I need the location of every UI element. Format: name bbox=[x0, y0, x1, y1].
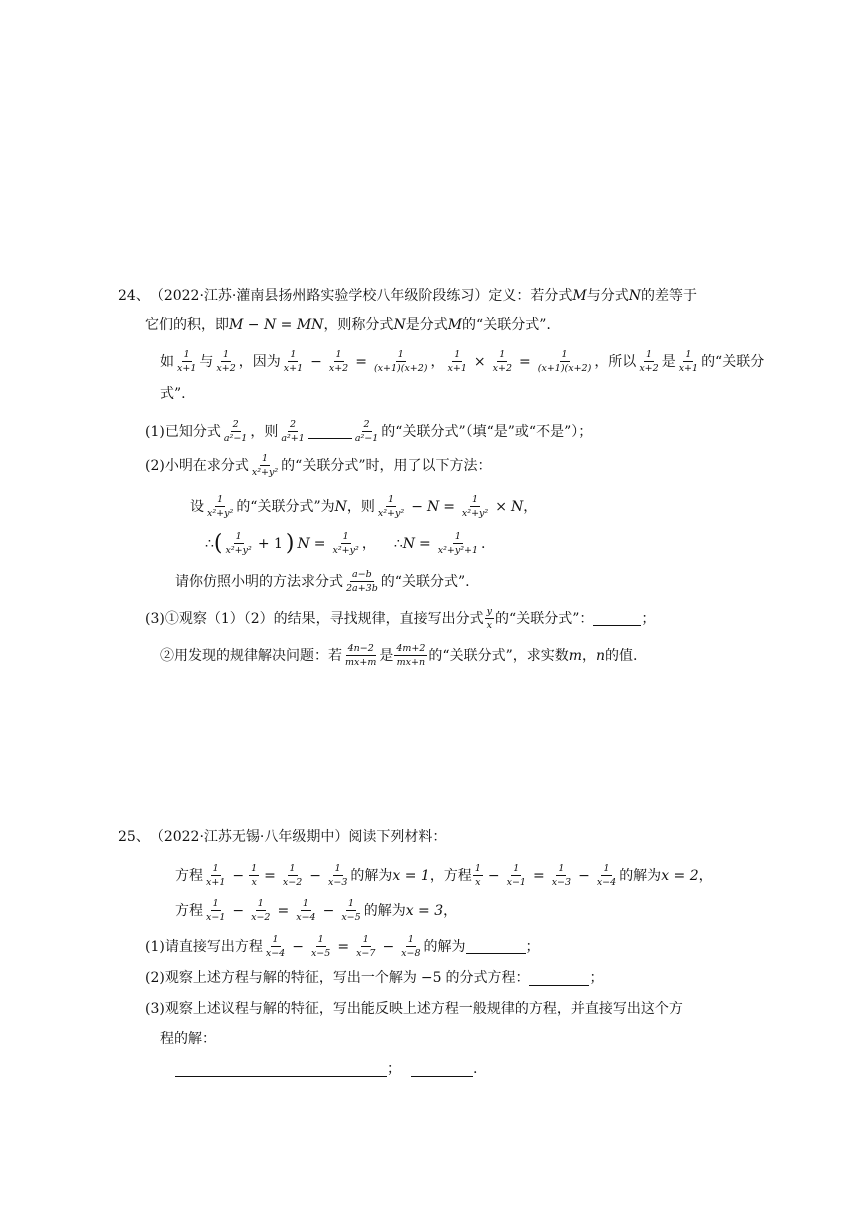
numerator: 1 bbox=[499, 349, 506, 360]
fraction bbox=[214, 349, 237, 374]
q24-text: 是分式 bbox=[405, 317, 448, 333]
numerator: 4m+2 bbox=[396, 643, 426, 654]
numerator: 1 bbox=[217, 494, 224, 505]
var-M: M bbox=[572, 288, 587, 304]
denominator: x+2 bbox=[639, 363, 659, 374]
therefore-symbol: ∴ bbox=[205, 535, 214, 552]
q24-text: 如 bbox=[160, 353, 174, 370]
fraction bbox=[294, 898, 317, 923]
fraction bbox=[264, 934, 287, 959]
q24-part-3a bbox=[145, 606, 655, 631]
therefore-symbol: ∴ bbox=[393, 535, 403, 552]
var-n: n bbox=[596, 647, 606, 664]
denominator: x−5 bbox=[310, 948, 331, 959]
solution-answer-blank[interactable] bbox=[411, 1062, 473, 1077]
solution-value: x = 2 bbox=[661, 867, 699, 884]
q25-text: 的解为 bbox=[363, 902, 406, 919]
fraction bbox=[204, 863, 227, 888]
q24-source: （2022·江苏·灌南县扬州路实验学校八年级阶段练习） bbox=[149, 288, 489, 304]
semicolon: ； bbox=[641, 610, 656, 627]
q24-text: 是 bbox=[661, 353, 676, 370]
q24-def-text-1: 定义：若分式 bbox=[488, 288, 573, 304]
fraction bbox=[205, 494, 235, 519]
denominator: x−4 bbox=[265, 948, 286, 959]
q25-part-3-cont bbox=[160, 1030, 216, 1048]
numerator: 1 bbox=[335, 349, 342, 360]
fraction bbox=[204, 898, 227, 923]
q25-answer-line bbox=[175, 1060, 477, 1078]
fraction bbox=[376, 494, 406, 519]
q24-solution-step-1 bbox=[190, 494, 537, 519]
numerator: 1 bbox=[347, 898, 355, 909]
q24-def-text-2: 与分式 bbox=[586, 288, 629, 304]
right-paren: ) bbox=[285, 530, 295, 556]
equation-answer-blank[interactable] bbox=[175, 1062, 387, 1077]
denominator: mx+n bbox=[396, 657, 426, 668]
q24-text: ，则 bbox=[346, 498, 375, 515]
denominator: (x+1)(x+2) bbox=[537, 363, 592, 374]
denominator: x+1 bbox=[447, 363, 467, 374]
numerator: 1 bbox=[407, 934, 414, 945]
fraction bbox=[327, 349, 350, 374]
equals-sign: = bbox=[277, 902, 290, 919]
q24-text: 的“关联分式”. bbox=[380, 573, 470, 590]
part-label: (2)观察上述方程与解的特征，写出一个解为 bbox=[145, 970, 417, 986]
fraction bbox=[282, 349, 305, 374]
minus-sign: − bbox=[487, 867, 500, 884]
denominator: x−2 bbox=[251, 912, 271, 923]
fraction bbox=[222, 419, 249, 444]
numerator: 1 bbox=[388, 494, 395, 505]
minus-sign: − bbox=[411, 498, 423, 515]
numerator: 1 bbox=[302, 898, 309, 909]
q24-def-text-3: 的差等于 bbox=[640, 288, 697, 304]
q25-text: 的解为 bbox=[619, 867, 662, 884]
q25-part-3 bbox=[145, 1000, 683, 1018]
numerator: 1 bbox=[223, 349, 230, 360]
plus-one: + 1 bbox=[257, 535, 283, 552]
q24-number: 24、 bbox=[118, 288, 150, 304]
q24-text: 式”. bbox=[160, 386, 186, 402]
comma: ， bbox=[361, 535, 376, 552]
numerator: 1 bbox=[257, 898, 264, 909]
q24-example-tail bbox=[160, 385, 186, 403]
equals-sign: = bbox=[532, 867, 545, 884]
numerator: 1 bbox=[212, 898, 219, 909]
q24-part-2 bbox=[145, 453, 491, 478]
denominator: x−1 bbox=[506, 877, 526, 888]
q24-text: 的“关联分式”： bbox=[495, 610, 594, 627]
numerator: 1 bbox=[397, 349, 404, 360]
q24-text: ，因为 bbox=[238, 353, 281, 370]
var-N: N bbox=[402, 535, 415, 552]
q24-text: 与 bbox=[199, 353, 214, 370]
comma: ， bbox=[523, 498, 538, 515]
q24-header-line bbox=[118, 287, 697, 305]
denominator: x−4 bbox=[296, 912, 316, 923]
numerator: 1 bbox=[212, 863, 219, 874]
q25-header-line bbox=[118, 828, 446, 846]
var-N: N bbox=[393, 317, 406, 333]
numerator: 1 bbox=[334, 863, 341, 874]
fraction bbox=[394, 643, 427, 668]
fraction bbox=[399, 934, 422, 959]
var-N: N bbox=[426, 498, 440, 515]
numerator: 1 bbox=[342, 531, 349, 542]
answer-blank[interactable] bbox=[308, 424, 352, 439]
fraction bbox=[436, 531, 480, 556]
numerator: 1 bbox=[603, 863, 610, 874]
fraction bbox=[536, 349, 594, 374]
part-label: (1)请直接写出方程 bbox=[145, 938, 263, 955]
numerator: 2 bbox=[363, 419, 370, 430]
equals-sign: = bbox=[313, 535, 326, 552]
var-N: N bbox=[510, 498, 524, 515]
q24-text: 的值. bbox=[605, 647, 638, 664]
numerator: 1 bbox=[561, 349, 568, 360]
denominator: x+1 bbox=[177, 363, 197, 374]
comma: ， bbox=[429, 867, 444, 884]
equals-sign: = bbox=[337, 938, 350, 955]
fraction bbox=[485, 606, 494, 631]
denominator: (x+1)(x+2) bbox=[373, 363, 428, 374]
solution-value: −5 bbox=[420, 970, 442, 986]
solution-value: x = 1 bbox=[392, 867, 430, 884]
var-m: m bbox=[568, 647, 583, 664]
q24-example-line bbox=[160, 349, 764, 374]
numerator: 1 bbox=[261, 453, 269, 464]
q25-part-1 bbox=[145, 934, 540, 959]
equals-sign: = bbox=[519, 353, 531, 370]
fraction bbox=[224, 531, 254, 556]
fraction bbox=[372, 349, 430, 374]
q24-text: 它们的积，即 bbox=[145, 317, 229, 333]
q25-material-line-1 bbox=[175, 863, 713, 888]
q25-text: 程的解： bbox=[160, 1031, 216, 1047]
solution-value: x = 3 bbox=[405, 902, 444, 919]
minus-sign: − bbox=[382, 938, 395, 955]
minus-sign: − bbox=[309, 867, 321, 884]
q25-material-line-2 bbox=[175, 898, 457, 923]
q24-text: ，则 bbox=[250, 423, 279, 440]
q24-text: 的“关联分式”时，用了以下方法： bbox=[281, 457, 492, 474]
q24-text: 的“关联分式”（填“是”或“不是”）； bbox=[381, 423, 593, 440]
fraction bbox=[460, 494, 490, 519]
denominator: x−2 bbox=[282, 877, 303, 888]
numerator: 1 bbox=[472, 494, 479, 505]
numerator: 1 bbox=[272, 934, 279, 945]
equals-sign: = bbox=[418, 535, 431, 552]
fraction bbox=[309, 934, 332, 959]
numerator: a−b bbox=[352, 569, 372, 580]
numerator: 1 bbox=[362, 934, 369, 945]
denominator: 2a+3b bbox=[346, 583, 378, 594]
minus-sign: − bbox=[322, 902, 335, 919]
fraction bbox=[249, 863, 259, 888]
q24-text: 请你仿照小明的方法求分式 bbox=[175, 573, 343, 590]
numerator: 1 bbox=[317, 934, 324, 945]
minus-sign: − bbox=[578, 867, 590, 884]
q25-number: 25、 bbox=[118, 829, 150, 845]
period: . bbox=[481, 535, 486, 552]
q25-text: 的解为 bbox=[350, 867, 393, 884]
q24-def-line-2 bbox=[145, 316, 551, 334]
numerator: 1 bbox=[289, 863, 296, 874]
denominator: x bbox=[475, 877, 481, 888]
fraction bbox=[550, 863, 573, 888]
q25-intro: 阅读下列材料： bbox=[348, 829, 447, 845]
answer-blank[interactable] bbox=[593, 611, 641, 626]
denominator: x bbox=[251, 877, 257, 888]
q24-text: 的“关联分式”，求实数 bbox=[428, 647, 569, 664]
denominator: x−4 bbox=[596, 877, 617, 888]
var-N: N bbox=[628, 288, 641, 304]
denominator: x²+y²+1 bbox=[437, 545, 479, 556]
fraction bbox=[446, 349, 469, 374]
numerator: 1 bbox=[251, 863, 258, 874]
fraction bbox=[331, 531, 361, 556]
q25-text: 方程 bbox=[175, 867, 203, 884]
equals-sign: = bbox=[443, 498, 455, 515]
var-N: N bbox=[297, 535, 310, 552]
q24-text: ②用发现的规律解决问题：若 bbox=[160, 647, 342, 664]
fraction bbox=[473, 863, 483, 888]
denominator: x+2 bbox=[492, 363, 513, 374]
comma: ， bbox=[582, 647, 597, 664]
answer-blank[interactable] bbox=[466, 939, 526, 954]
denominator: a²+1 bbox=[281, 433, 305, 444]
fraction bbox=[353, 419, 380, 444]
q24-text: 的“关联分式”为 bbox=[236, 498, 335, 515]
fraction bbox=[637, 349, 660, 374]
q24-text: 的“关联分 bbox=[701, 353, 765, 370]
denominator: x−3 bbox=[328, 877, 348, 888]
denominator: x+2 bbox=[216, 363, 236, 374]
part-label: (3)①观察（1）（2）的结果，寻找规律，直接写出分式 bbox=[145, 610, 484, 627]
denominator: x²+y² bbox=[225, 545, 252, 556]
equals-sign: = bbox=[355, 353, 367, 370]
fraction bbox=[491, 349, 514, 374]
q24-text: ，则称分式 bbox=[323, 317, 394, 333]
comma: ， bbox=[443, 902, 458, 919]
times-sign: × bbox=[473, 353, 486, 370]
minus-sign: − bbox=[292, 938, 304, 955]
numerator: 2 bbox=[232, 419, 239, 430]
left-paren: ( bbox=[213, 530, 223, 556]
minus-sign: − bbox=[310, 353, 322, 370]
numerator: 1 bbox=[474, 863, 481, 874]
numerator: 2 bbox=[290, 419, 297, 430]
q24-text: 的“关联分式”. bbox=[462, 317, 551, 333]
denominator: mx+m bbox=[345, 657, 377, 668]
times-sign: × bbox=[495, 498, 507, 515]
q24-solution-step-2 bbox=[205, 531, 485, 556]
minus-sign: − bbox=[232, 867, 245, 884]
q24-text: 是 bbox=[379, 647, 394, 664]
numerator: 1 bbox=[454, 349, 461, 360]
numerator: 4n−2 bbox=[347, 643, 374, 654]
semicolon: ； bbox=[525, 938, 540, 955]
denominator: x−7 bbox=[356, 948, 376, 959]
q24-text: ，所以 bbox=[594, 353, 637, 370]
semicolon: ； bbox=[387, 1061, 401, 1077]
denominator: x²+y² bbox=[461, 508, 489, 519]
var-M: M bbox=[447, 317, 463, 333]
q24-task-line bbox=[175, 569, 470, 594]
q25-text: 的解为 bbox=[423, 938, 466, 955]
numerator: 1 bbox=[235, 531, 242, 542]
part-label: (2)小明在求分式 bbox=[145, 457, 249, 474]
q25-text: 的分式方程： bbox=[445, 970, 530, 986]
denominator: x−1 bbox=[206, 912, 226, 923]
denominator: a²−1 bbox=[223, 433, 248, 444]
numerator: 1 bbox=[645, 349, 653, 360]
var-N: N bbox=[334, 498, 347, 515]
denominator: x−3 bbox=[551, 877, 572, 888]
q25-text: 方程 bbox=[175, 902, 203, 919]
q24-part-3b bbox=[160, 643, 638, 668]
denominator: x²+y² bbox=[332, 545, 359, 556]
denominator: x²+y² bbox=[207, 508, 234, 519]
denominator: x−5 bbox=[341, 912, 361, 923]
q24-text: 设 bbox=[190, 498, 204, 515]
period: . bbox=[473, 1061, 478, 1077]
comma: ， bbox=[430, 353, 445, 370]
denominator: x bbox=[486, 620, 493, 631]
minus-sign: − bbox=[232, 902, 245, 919]
fraction bbox=[249, 898, 272, 923]
eq-m-minus-n: M − N = MN bbox=[229, 317, 324, 333]
q25-text: 方程 bbox=[443, 867, 472, 884]
denominator: x²+y² bbox=[251, 467, 279, 478]
q25-part-2 bbox=[145, 969, 603, 987]
numerator: 1 bbox=[454, 531, 461, 542]
numerator: y bbox=[486, 606, 493, 617]
numerator: 1 bbox=[513, 863, 520, 874]
answer-blank[interactable] bbox=[529, 971, 589, 986]
fraction bbox=[250, 453, 280, 478]
comma: ， bbox=[698, 867, 713, 884]
equals-sign: = bbox=[264, 867, 276, 884]
fraction bbox=[279, 419, 306, 444]
q24-part-1 bbox=[145, 419, 592, 444]
semicolon: ； bbox=[589, 970, 604, 986]
q25-source: （2022·江苏无锡·八年级期中） bbox=[149, 829, 349, 845]
numerator: 1 bbox=[685, 349, 692, 360]
part-label: (1)已知分式 bbox=[145, 423, 221, 440]
fraction bbox=[354, 934, 377, 959]
fraction bbox=[344, 569, 380, 594]
fraction bbox=[175, 349, 198, 374]
denominator: x−8 bbox=[401, 948, 421, 959]
denominator: x+1 bbox=[283, 363, 304, 374]
fraction bbox=[343, 643, 378, 668]
numerator: 1 bbox=[290, 349, 297, 360]
fraction bbox=[595, 863, 618, 888]
numerator: 1 bbox=[558, 863, 565, 874]
fraction bbox=[505, 863, 528, 888]
denominator: x+2 bbox=[328, 363, 349, 374]
denominator: x+1 bbox=[678, 363, 699, 374]
fraction bbox=[339, 898, 362, 923]
fraction bbox=[677, 349, 700, 374]
numerator: 1 bbox=[183, 349, 190, 360]
denominator: x+1 bbox=[206, 877, 226, 888]
part-label: (3)观察上述议程与解的特征，写出能反映上述方程一般规律的方程，并直接写出这个方 bbox=[145, 1001, 683, 1017]
denominator: a²−1 bbox=[354, 433, 379, 444]
denominator: x²+y² bbox=[377, 508, 405, 519]
fraction bbox=[326, 863, 349, 888]
fraction bbox=[281, 863, 304, 888]
